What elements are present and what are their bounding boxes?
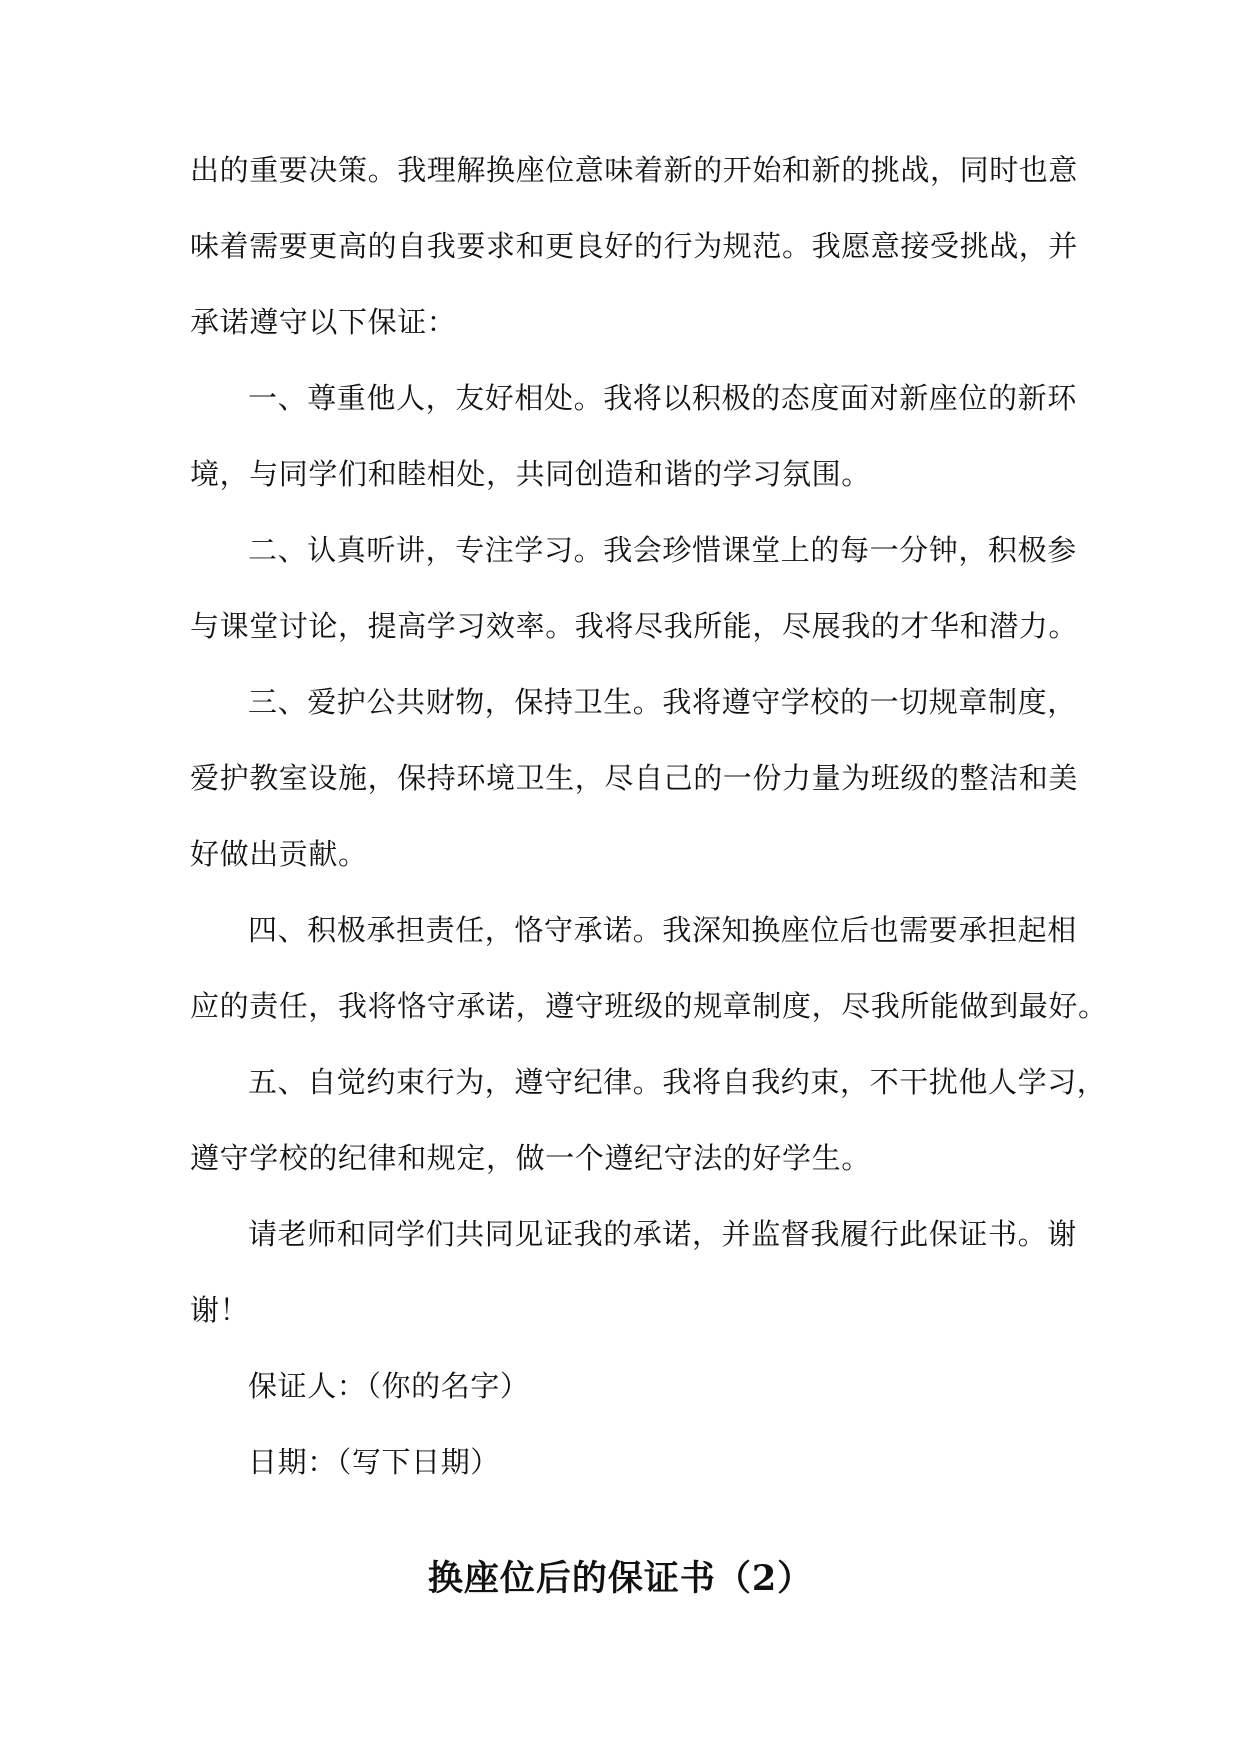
body-line: 好做出贡献。 — [190, 837, 368, 871]
body-line: 出的重要决策。我理解换座位意味着新的开始和新的挑战，同时也意 — [190, 153, 1079, 187]
date-line: 日期：（写下日期） — [248, 1445, 500, 1479]
body-line: 一、尊重他人，友好相处。我将以积极的态度面对新座位的新环 — [248, 381, 1077, 415]
body-line: 五、自觉约束行为，遵守纪律。我将自我约束，不干扰他人学习， — [248, 1065, 1107, 1099]
section-title: 换座位后的保证书（2） — [427, 1558, 814, 1599]
body-line: 承诺遵守以下保证： — [190, 305, 457, 339]
body-line: 四、积极承担责任，恪守承诺。我深知换座位后也需要承担起相 — [248, 913, 1077, 947]
body-line: 应的责任，我将恪守承诺，遵守班级的规章制度，尽我所能做到最好。 — [190, 989, 1108, 1023]
guarantor-line: 保证人：（你的名字） — [248, 1369, 530, 1403]
body-line: 请老师和同学们共同见证我的承诺，并监督我履行此保证书。谢 — [248, 1217, 1077, 1251]
body-line: 遵守学校的纪律和规定，做一个遵纪守法的好学生。 — [190, 1141, 871, 1175]
body-line: 境，与同学们和睦相处，共同创造和谐的学习氛围。 — [190, 457, 871, 491]
body-line: 谢！ — [190, 1293, 250, 1327]
body-line: 爱护教室设施，保持环境卫生，尽自己的一份力量为班级的整洁和美 — [190, 761, 1079, 795]
body-line: 二、认真听讲，专注学习。我会珍惜课堂上的每一分钟，积极参 — [248, 533, 1077, 567]
body-line: 味着需要更高的自我要求和更良好的行为规范。我愿意接受挑战，并 — [190, 229, 1079, 263]
body-line: 三、爱护公共财物，保持卫生。我将遵守学校的一切规章制度， — [248, 685, 1077, 719]
body-line: 与课堂讨论，提高学习效率。我将尽我所能，尽展我的才华和潜力。 — [190, 609, 1079, 643]
